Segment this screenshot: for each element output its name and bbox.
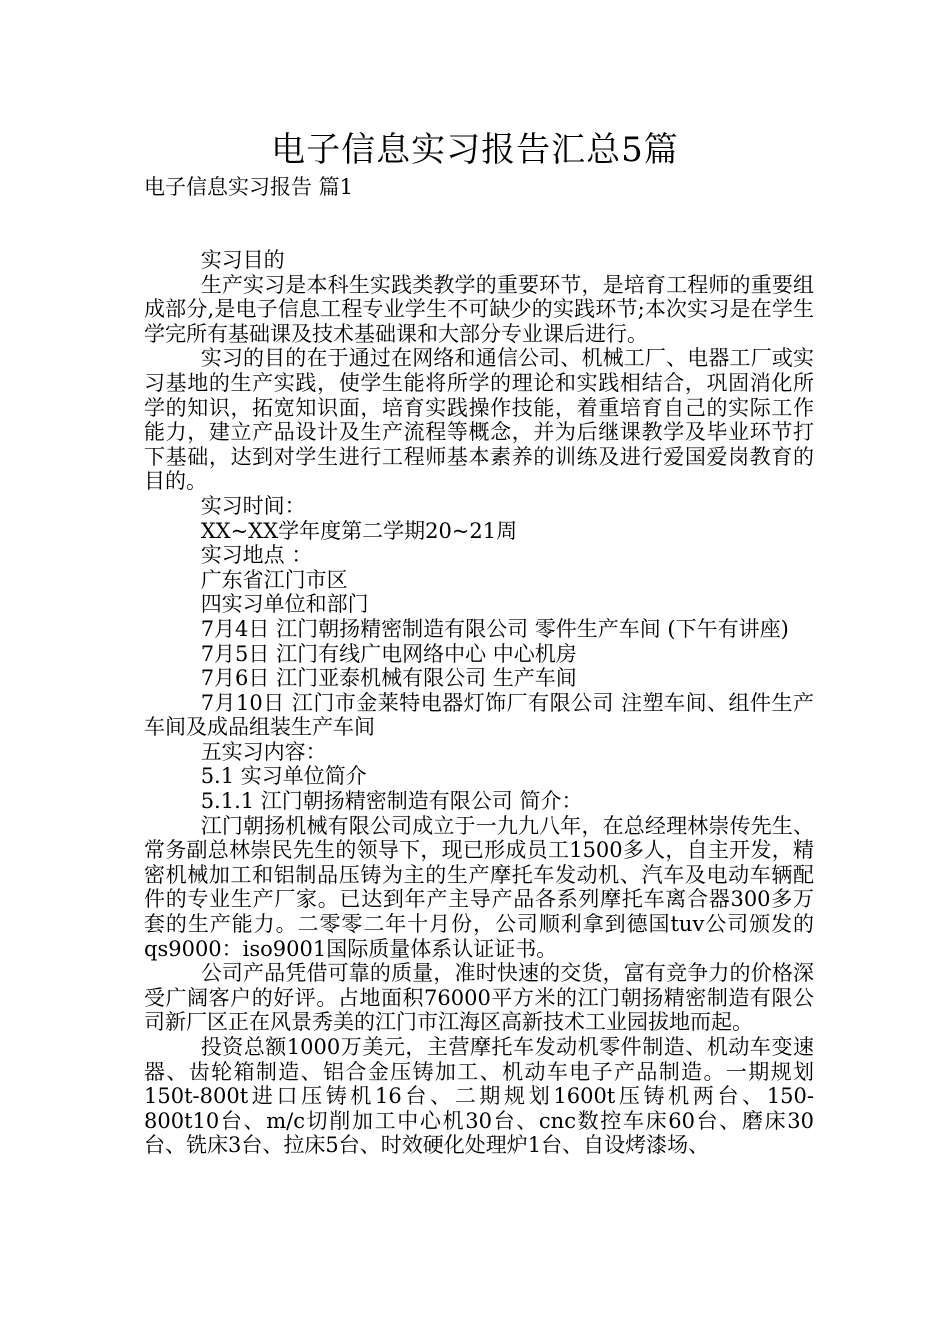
document-body — [144, 248, 814, 1158]
paragraph-schedule-item: 7月6日 江门亚泰机械有限公司 生产车间 — [200, 666, 577, 691]
paragraph-subsection-heading: 5.1 实习单位简介 — [200, 764, 367, 789]
section-heading: 电子信息实习报告 篇1 — [144, 175, 354, 199]
paragraph: 生产实习是本科生实践类教学的重要环节，是培育工程师的重要组成部分,是电子信息工程专业学生不可缺少的实践环节;本次实习是在学生学完所有基础课及技术基础课和大部分专业课后进行。 — [144, 272, 814, 346]
paragraph-units-heading: 四实习单位和部门 — [200, 592, 369, 617]
paragraph: 实习的目的在于通过在网络和通信公司、机械工厂、电器工厂或实习基地的生产实践，使学生能将所学的理论和实践相结合，巩固消化所学的知识，拓宽知识面，培育实践操作技能，着重培育自己的实际工作能力，建立产品设计及生产流程等概念，并为后继课教学及毕业环节打下基础，达到对学生进行工程师基本素养的训练及进行爱国爱岗教育的目的。 — [144, 346, 814, 494]
paragraph-content-heading: 五实习内容： — [200, 739, 327, 764]
paragraph-time-value: XX~XX学年度第二学期20~21周 — [200, 518, 518, 543]
document-title: 电子信息实习报告汇总5篇 — [271, 130, 679, 170]
paragraph: 江门朝扬机械有限公司成立于一九九八年，在总经理林崇传先生、常务副总林崇民先生的领导下，现已形成员工1500多人，自主开发，精密机械加工和铝制品压铸为主的生产摩托车发动机、汽车及电动车辆配件的专业生产厂家。已达到年产主导产品各系列摩托车离合器300多万套的生产能力。二零零二年十月份，公司顺利拿到德国tuv公司颁发的qs9000：iso9001国际质量体系认证证书。 — [144, 813, 814, 961]
paragraph: 投资总额1000万美元，主营摩托车发动机零件制造、机动车变速器、齿轮箱制造、铝合金压铸加工、机动车电子产品制造。一期规划150t-800t进口压铸机16台、二期规划1600t压铸机两台、150-800t10台、m/c切削加工中心机30台、cnc数控车床60台、磨床30台、铣床3台、拉床5台、时效硬化处理炉1台、自设烤漆场、 — [144, 1035, 814, 1158]
paragraph-purpose-heading: 实习目的 — [200, 248, 285, 272]
paragraph-schedule-item: 7月10日 江门市金莱特电器灯饰厂有限公司 注塑车间、组件生产车间及成品组装生产车间 — [144, 690, 814, 740]
paragraph-time-label: 实习时间： — [200, 493, 306, 518]
paragraph-schedule-item: 7月5日 江门有线广电网络中心 中心机房 — [200, 641, 577, 666]
paragraph-location-label: 实习地点 ： — [200, 543, 313, 568]
paragraph: 公司产品凭借可靠的质量，准时快速的交货，富有竞争力的价格深受广阔客户的好评。占地面积76000平方米的江门朝扬精密制造有限公司新厂区正在风景秀美的江门市江海区高新技术工业园拔地而起。 — [144, 961, 814, 1035]
paragraph-subsection-heading: 5.1.1 江门朝扬精密制造有限公司 简介： — [200, 789, 583, 814]
paragraph-schedule-item: 7月4日 江门朝扬精密制造有限公司 零件生产车间 (下午有讲座) — [200, 616, 789, 641]
paragraph-location-value: 广东省江门市区 — [200, 567, 348, 592]
